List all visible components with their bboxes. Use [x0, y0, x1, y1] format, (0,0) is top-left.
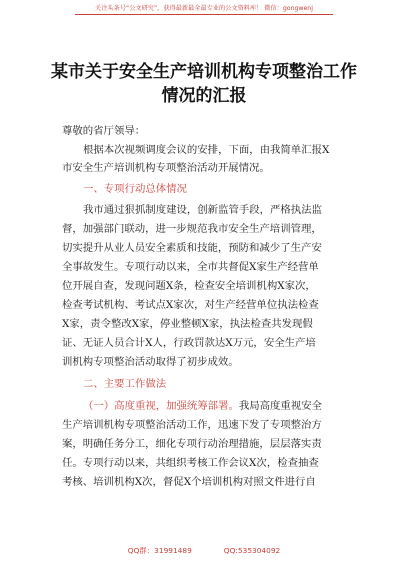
paragraph-line: 检查考试机构、考试点X家次，对生产经营单位执法检查 [62, 299, 319, 311]
paragraph-line: 考核、培训机构X次，督促X个培训机构对照文件进行自 [62, 476, 316, 488]
document-title-line-2: 情况的汇报 [161, 86, 247, 106]
footer-qq-group: QQ群：31991489 [127, 546, 192, 555]
paragraph-line [83, 399, 348, 413]
paragraph-line: 切实提升从业人员安全素质和技能，预防和减少了生产安 [62, 242, 322, 254]
paragraph-line: 案，明确任务分工，细化专项行动治理措施，层层落实责 [62, 438, 322, 450]
paragraph-line: 任。专项行动以来，共组织考核工作会议X次，检查抽查 [62, 457, 319, 469]
header-banner: 关注头条号“公文研究”，获得最新最全最专业的公文资料库！ 微信：gongwenj [75, 4, 333, 15]
page-footer [0, 546, 408, 556]
document-title-line-1: 某市关于安全生产培训机构专项整治工作 [51, 62, 357, 82]
paragraph-line: 训机构专项整治活动取得了初步成效。 [62, 356, 239, 368]
paragraph-line: 督，加强部门联动，进一步规范我市安全生产培训管理， [62, 223, 322, 235]
paragraph-line: 根据本次视频调度会议的安排，下面，由我简单汇报X [83, 144, 330, 156]
paragraph-line: 证、无证人员合计X人，行政罚款达X万元，安全生产培 [62, 337, 316, 349]
section-heading-1: 一、专项行动总体情况 [83, 183, 187, 195]
footer-qq: QQ:535304092 [223, 546, 281, 555]
subsection-text: 我局高度重视安全 [238, 400, 322, 412]
subsection-heading-1: （一）高度重视，加强统筹部署。 [83, 400, 239, 412]
paragraph-line: 全事故发生。专项行动以来，全市共督促X家生产经营单 [62, 261, 319, 273]
paragraph-line: 我市通过狠抓制度建设，创新监管手段，严格执法监 [83, 204, 322, 216]
paragraph-line: 市安全生产培训机构专项整治活动开展情况。 [62, 162, 270, 174]
paragraph-line: X家，责令整改X家，停业整顿X家，执法检查共发现假 [62, 318, 313, 330]
paragraph-line: 位开展自查，发现问题X条，检查安全培训机构X家次， [62, 280, 316, 292]
salutation: 尊敬的省厅领导： [62, 125, 146, 137]
section-heading-2: 二、主要工作做法 [83, 378, 167, 390]
paragraph-line: 生产培训机构专项整治活动工作，迅速下发了专项整治方 [62, 419, 322, 431]
